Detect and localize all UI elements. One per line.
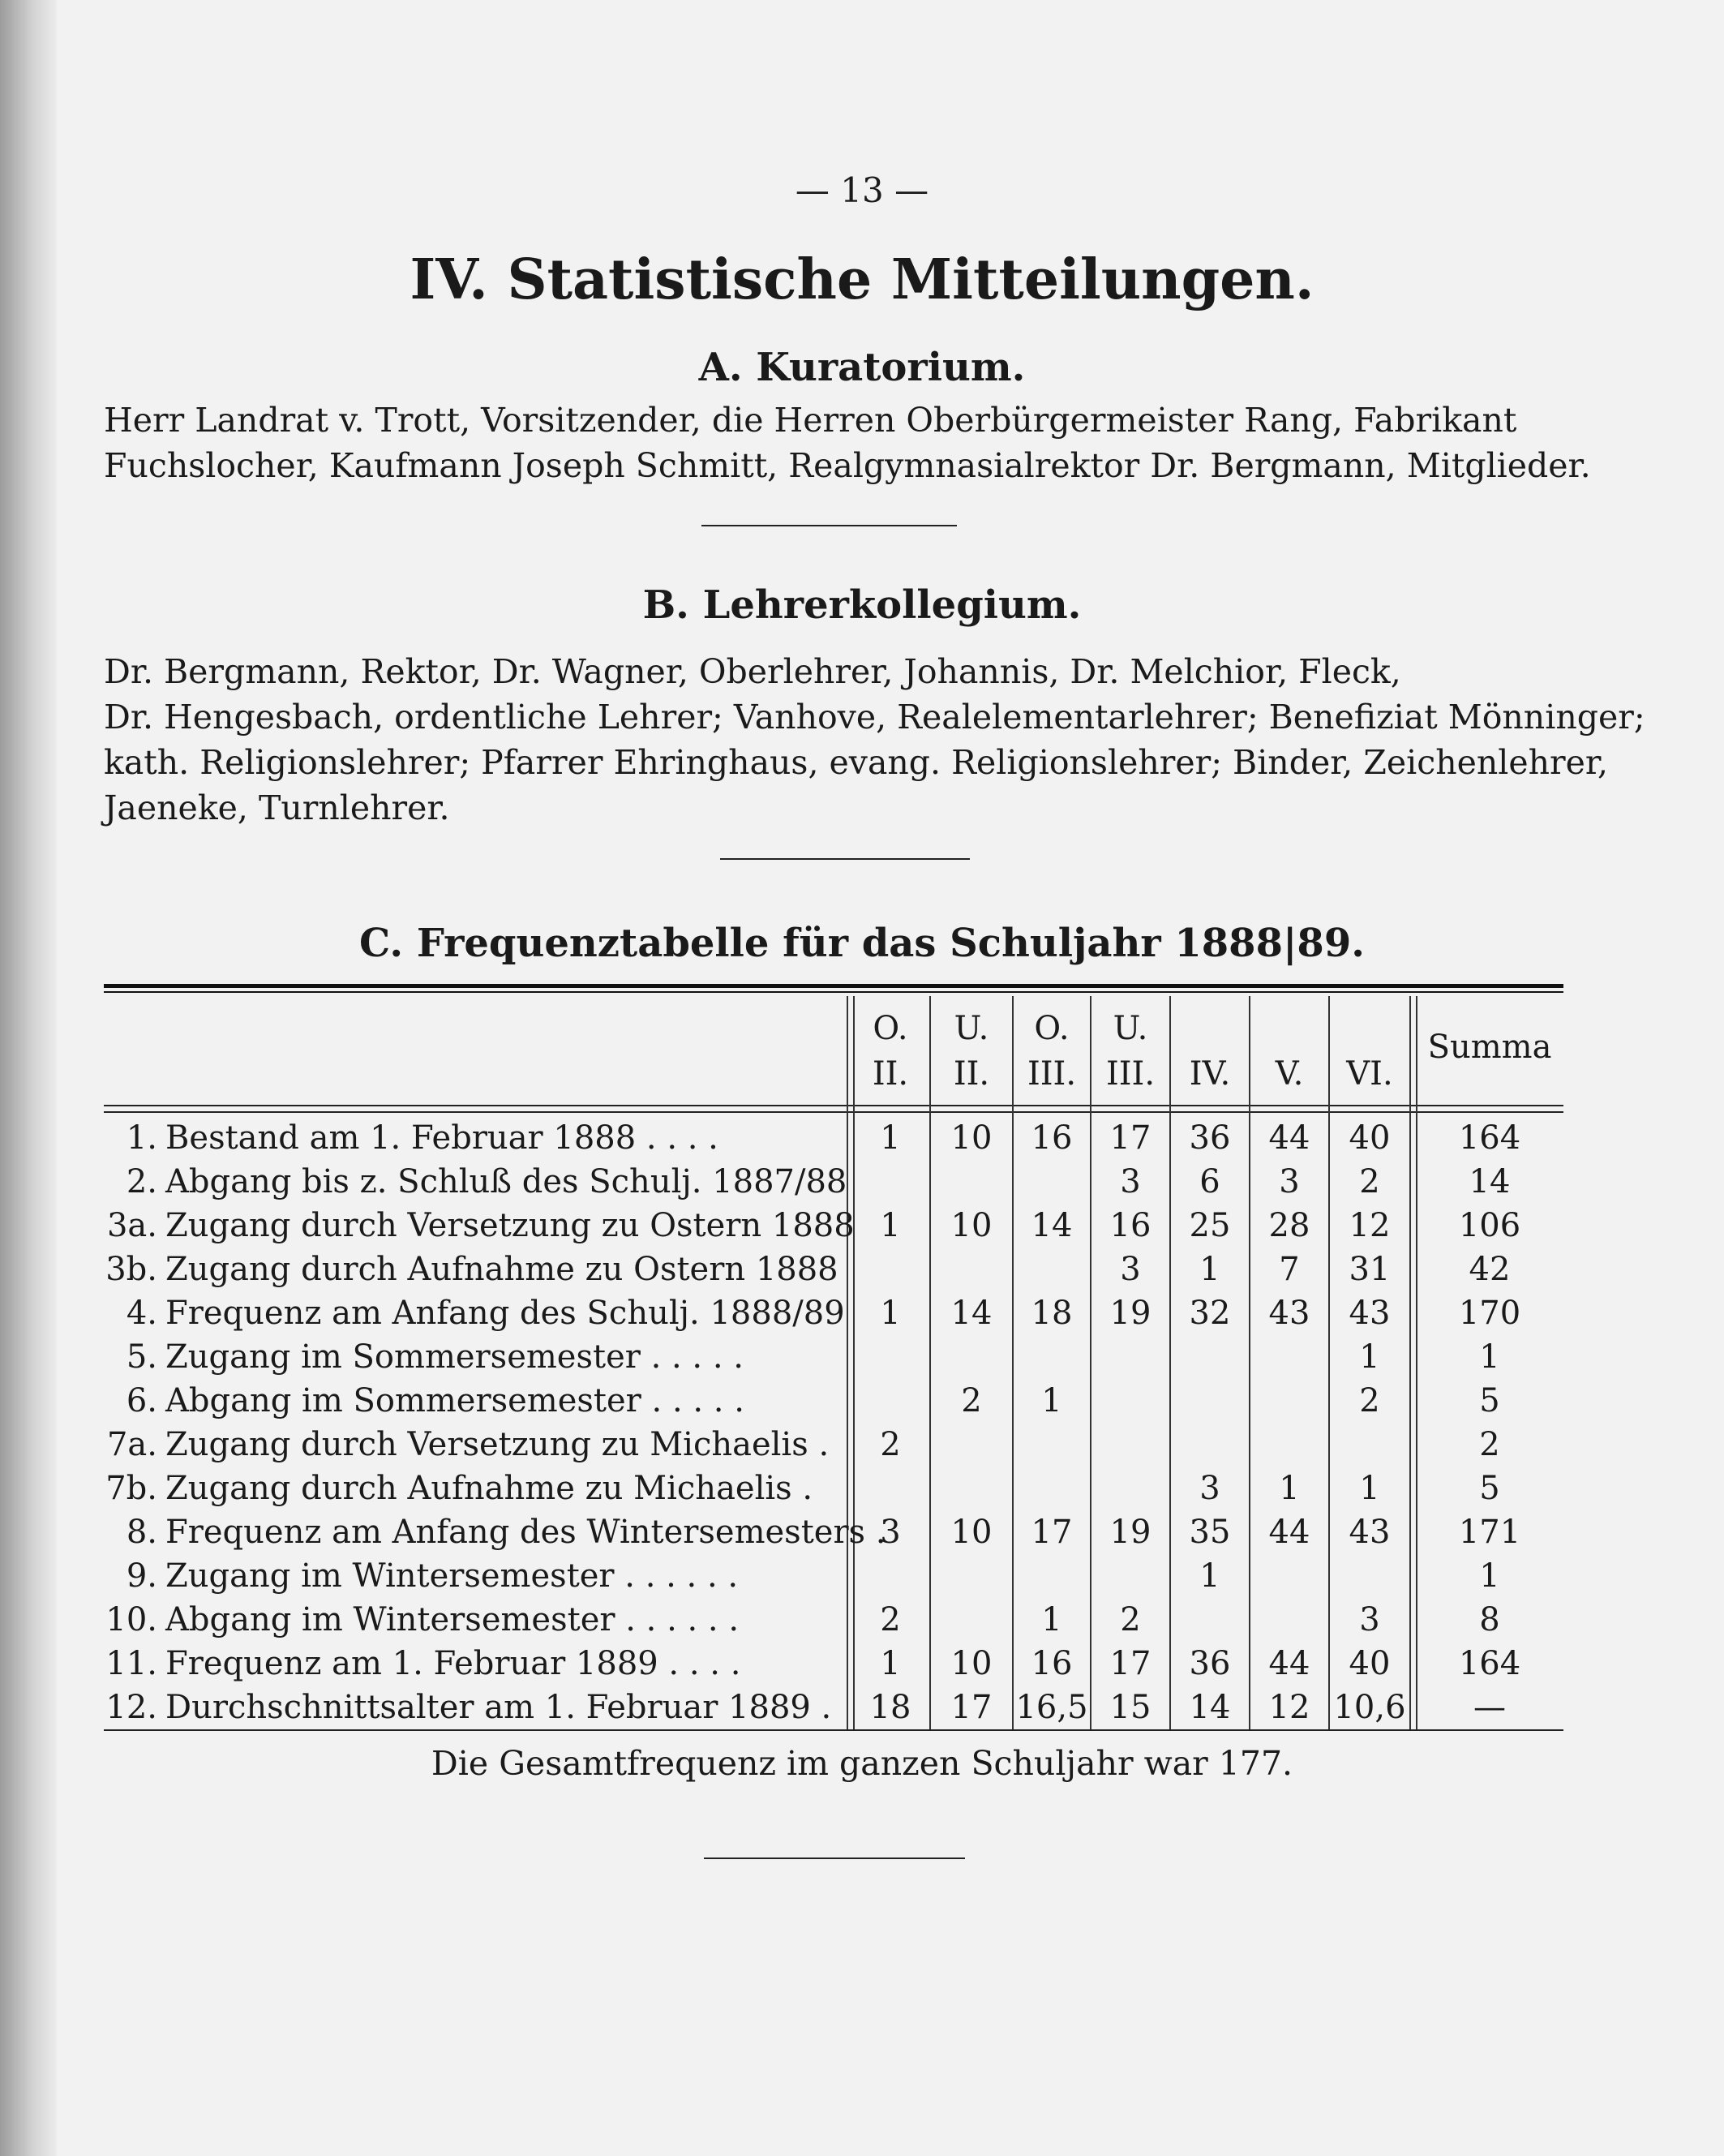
row-label [104,1423,842,1467]
row-label [104,1686,842,1729]
row-number: 8. [126,1514,157,1551]
table-row [104,1686,1563,1729]
column-header-iv: IV. [1189,1055,1231,1093]
row-label [104,1204,855,1248]
table-cell: 1 [1041,1601,1062,1638]
table-row [104,1116,1563,1160]
row-sum: — [1473,1689,1506,1726]
table-cell: 10 [950,1119,993,1157]
table-cell: 16 [1031,1119,1073,1157]
row-number: 7b. [105,1470,157,1507]
table-cell: 10 [950,1645,993,1682]
table-cell: 1 [880,1119,901,1157]
table-cell: 31 [1349,1251,1391,1288]
section-a-line: Herr Landrat v. Trott, Vorsitzender, die Herren Oberbürgermeister Rang, Fabrikant [104,401,1517,440]
column-header-o-iii: O. III. [1027,1010,1077,1093]
row-label [104,1116,842,1160]
table-cell: 3 [1120,1251,1141,1288]
section-b-line: kath. Religionslehrer; Pfarrer Ehringhaus, evang. Religionslehrer; Binder, Zeichenlehrer, [104,743,1609,782]
section-b-text [104,649,1645,831]
table-cell: 10,6 [1333,1689,1406,1726]
table-cell: 7 [1279,1251,1300,1288]
chapter-title: IV. Statistische Mitteilungen. [410,247,1314,312]
row-number: 2. [126,1163,157,1200]
row-sum: 1 [1479,1557,1500,1595]
row-sum: 106 [1458,1207,1521,1244]
row-label-text: Abgang bis z. Schluß des Schulj. 1887/88 [165,1163,847,1200]
row-label [104,1335,842,1379]
row-label-text: Frequenz am 1. Februar 1889 . . . . [165,1645,741,1682]
row-number: 6. [126,1382,157,1419]
table-cell: 1 [1359,1470,1380,1507]
row-label [104,1554,842,1598]
row-label-text: Durchschnittsalter am 1. Februar 1889 . [165,1689,832,1726]
table-cell: 1 [1199,1557,1220,1595]
section-b-heading: B. Lehrerkollegium. [642,582,1082,628]
table-cell: 17 [1031,1514,1073,1551]
table-cell: 44 [1268,1119,1310,1157]
section-a-text [104,397,1591,488]
table-cell: 43 [1349,1514,1391,1551]
table-cell: 12 [1349,1207,1391,1244]
divider [701,525,957,526]
table-cell: 44 [1268,1514,1310,1551]
table-cell: 43 [1349,1295,1391,1332]
section-c-heading: C. Frequenztabelle für das Schuljahr 1888|89. [359,921,1365,966]
table-cell: 3 [1199,1470,1220,1507]
row-label [104,1510,886,1554]
table-cell: 14 [1031,1207,1073,1244]
table-cell: 1 [1041,1382,1062,1419]
row-label-text: Zugang durch Aufnahme zu Ostern 1888 [165,1251,838,1288]
table-cell: 17 [1109,1645,1151,1682]
table-cell: 3 [1359,1601,1380,1638]
table-cell: 2 [1120,1601,1141,1638]
column-header-vi: VI. [1346,1055,1393,1093]
table-cell: 16 [1109,1207,1151,1244]
row-sum: 164 [1458,1645,1521,1682]
section-b-line: Jaeneke, Turnlehrer. [104,788,450,827]
row-number: 1. [126,1119,157,1157]
row-sum: 2 [1479,1426,1500,1463]
table-cell: 2 [880,1601,901,1638]
page-binding-edge [0,0,57,2156]
table-row [104,1379,1563,1423]
section-a-line: Fuchslocher, Kaufmann Joseph Schmitt, Realgymnasialrektor Dr. Bergmann, Mitglieder. [104,446,1591,485]
row-label [104,1598,842,1642]
row-number: 3a. [106,1207,157,1244]
row-label-text: Zugang durch Versetzung zu Ostern 1888 [165,1207,855,1244]
table-header-rule [104,1105,1563,1113]
section-b-line: Dr. Hengesbach, ordentliche Lehrer; Vanhove, Realelementarlehrer; Benefiziat Mönninger; [104,698,1645,737]
table-row [104,1423,1563,1467]
table-cell: 43 [1268,1295,1310,1332]
table-row [104,1554,1563,1598]
table-row [104,1204,1563,1248]
column-header-o-ii: O. II. [872,1010,909,1093]
table-cell: 3 [1120,1163,1141,1200]
table-row [104,1642,1563,1686]
row-number: 11. [105,1645,157,1682]
row-sum: 5 [1479,1470,1500,1507]
row-sum: 164 [1458,1119,1521,1157]
column-header-u-ii: U. II. [953,1010,990,1093]
table-cell: 40 [1349,1645,1391,1682]
table-cell: 35 [1189,1514,1231,1551]
table-cell: 40 [1349,1119,1391,1157]
row-number: 12. [105,1689,157,1726]
table-cell: 15 [1109,1689,1151,1726]
table-cell: 17 [950,1689,993,1726]
table-cell: 2 [1359,1382,1380,1419]
table-row [104,1467,1563,1510]
divider [704,1858,965,1859]
row-sum: 171 [1458,1514,1521,1551]
table-cell: 6 [1199,1163,1220,1200]
section-a-heading: A. Kuratorium. [698,345,1026,390]
table-row [104,1291,1563,1335]
table-cell: 16,5 [1015,1689,1088,1726]
section-b-line: Dr. Bergmann, Rektor, Dr. Wagner, Oberlehrer, Johannis, Dr. Melchior, Fleck, [104,652,1401,691]
table-cell: 10 [950,1514,993,1551]
table-cell: 19 [1109,1514,1151,1551]
column-header-summa: Summa [1427,1029,1552,1066]
row-number: 5. [126,1338,157,1376]
table-cell: 1 [880,1645,901,1682]
table-cell: 12 [1268,1689,1310,1726]
row-number: 4. [126,1295,157,1332]
table-cell: 1 [880,1295,901,1332]
table-cell: 2 [1359,1163,1380,1200]
row-label [104,1642,842,1686]
table-cell: 14 [950,1295,993,1332]
row-label-text: Zugang durch Aufnahme zu Michaelis . [165,1470,813,1507]
table-row [104,1598,1563,1642]
row-label-text: Zugang durch Versetzung zu Michaelis . [165,1426,830,1463]
table-cell: 16 [1031,1645,1073,1682]
divider [720,858,970,860]
row-label-text: Bestand am 1. Februar 1888 . . . . [165,1119,718,1157]
row-label [104,1248,842,1291]
table-bottom-rule [104,1729,1563,1731]
table-row [104,1248,1563,1291]
table-cell: 1 [1199,1251,1220,1288]
table-cell: 36 [1189,1119,1231,1157]
table-cell: 14 [1189,1689,1231,1726]
table-cell: 32 [1189,1295,1231,1332]
table-cell: 3 [880,1514,901,1551]
table-cell: 28 [1268,1207,1310,1244]
row-label-text: Zugang im Sommersemester . . . . . [165,1338,744,1376]
row-number: 7a. [106,1426,157,1463]
row-label-text: Abgang im Sommersemester . . . . . [165,1382,744,1419]
table-cell: 2 [961,1382,982,1419]
table-row [104,1335,1563,1379]
row-sum: 1 [1479,1338,1500,1376]
table-row [104,1510,1563,1554]
column-header-u-iii: U. III. [1105,1010,1156,1093]
row-label-text: Frequenz am Anfang des Wintersemesters . [165,1514,886,1551]
table-cell: 36 [1189,1645,1231,1682]
table-cell: 1 [1279,1470,1300,1507]
row-sum: 170 [1458,1295,1521,1332]
row-number: 9. [126,1557,157,1595]
row-sum: 8 [1479,1601,1500,1638]
row-sum: 42 [1469,1251,1511,1288]
table-top-rule-thin [104,991,1563,993]
row-label [104,1467,842,1510]
table-cell: 1 [880,1207,901,1244]
row-sum: 14 [1469,1163,1511,1200]
table-cell: 19 [1109,1295,1151,1332]
row-label [104,1291,845,1335]
table-cell: 25 [1189,1207,1231,1244]
row-number: 10. [105,1601,157,1638]
row-number: 3b. [105,1251,157,1288]
column-header-v: V. [1275,1055,1304,1093]
table-row [104,1160,1563,1204]
row-label-text: Zugang im Wintersemester . . . . . . [165,1557,739,1595]
total-frequency-note: Die Gesamtfrequenz im ganzen Schuljahr war 177. [431,1744,1293,1783]
table-cell: 18 [869,1689,911,1726]
table-cell: 44 [1268,1645,1310,1682]
table-cell: 10 [950,1207,993,1244]
table-cell: 18 [1031,1295,1073,1332]
page-number: — 13 — [795,170,929,210]
row-label-text: Frequenz am Anfang des Schulj. 1888/89 [165,1295,845,1332]
table-cell: 1 [1359,1338,1380,1376]
row-label-text: Abgang im Wintersemester . . . . . . [165,1601,740,1638]
row-label [104,1160,847,1204]
table-top-rule [104,984,1563,988]
row-sum: 5 [1479,1382,1500,1419]
table-cell: 17 [1109,1119,1151,1157]
table-cell: 3 [1279,1163,1300,1200]
table-cell: 2 [880,1426,901,1463]
row-label [104,1379,842,1423]
